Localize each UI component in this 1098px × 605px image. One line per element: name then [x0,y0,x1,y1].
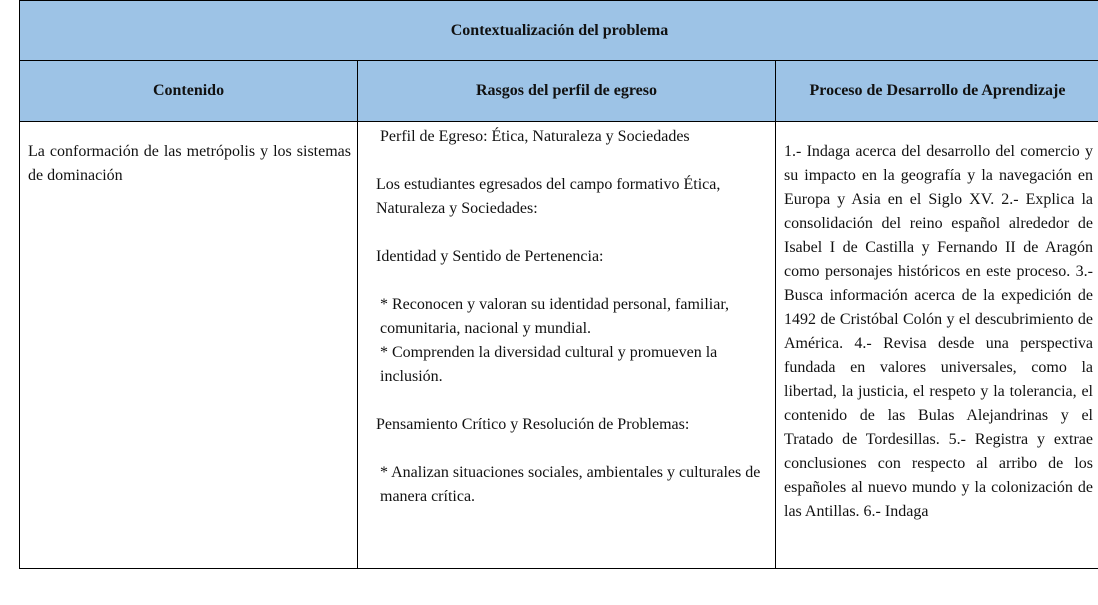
table-body-row [20,122,1098,569]
contenido-text: La conformación de las metrópolis y los sistemas de dominación [28,143,351,184]
cell-contenido [20,122,358,569]
proceso-text: 1.- Indaga acerca del desarrollo del comercio y su impacto en la geografía y la navegación en Europa y Asia en el Siglo XV. 2.- Explica la consolidación del reino español alrededor de Isabel I de Castilla y Fernando II de Aragón como personajes históricos en este proceso. 3.- Busca información acerca de la expedición de 1492 de Cristóbal Colón y el descubrimiento de América. 4.- Revisa desde una perspectiva fundada en valores universales, como la libertad, la justicia, el respeto y la tolerancia, el contenido de las Bulas Alejandrinas y el Tratado de Tordesillas. 5.- Registra y extrae conclusiones con respecto al arribo de los españoles al nuevo mundo y la colonización de las Antillas. 6.- Indaga [784,143,1093,520]
header-contenido: Contenido [20,61,358,121]
curriculum-table [19,0,1098,569]
rasgos-section1-bullet1: * Reconocen y valoran su identidad personal, familiar, comunitaria, nacional y mundial. [380,296,730,337]
rasgos-section2-bullet1: * Analizan situaciones sociales, ambientales y culturales de manera crítica. [380,464,761,505]
header-rasgos-perfil: Rasgos del perfil de egreso [358,61,776,121]
rasgos-intro: Los estudiantes egresados del campo formativo Ética, Naturaleza y Sociedades: [376,176,721,217]
table-title: Contextualización del problema [20,1,1098,61]
rasgos-section1-title: Identidad y Sentido de Pertenencia: [376,248,604,265]
table-header-row [20,61,1098,122]
rasgos-heading: Perfil de Egreso: Ética, Naturaleza y Sociedades [380,128,690,145]
cell-rasgos-perfil [358,122,776,569]
header-proceso-desarrollo: Proceso de Desarrollo de Aprendizaje [809,82,1066,99]
rasgos-section2-title: Pensamiento Crítico y Resolución de Problemas: [376,416,690,433]
cell-proceso-desarrollo [776,122,1098,569]
rasgos-section1-bullet2: * Comprenden la diversidad cultural y promueven la inclusión. [380,344,718,385]
